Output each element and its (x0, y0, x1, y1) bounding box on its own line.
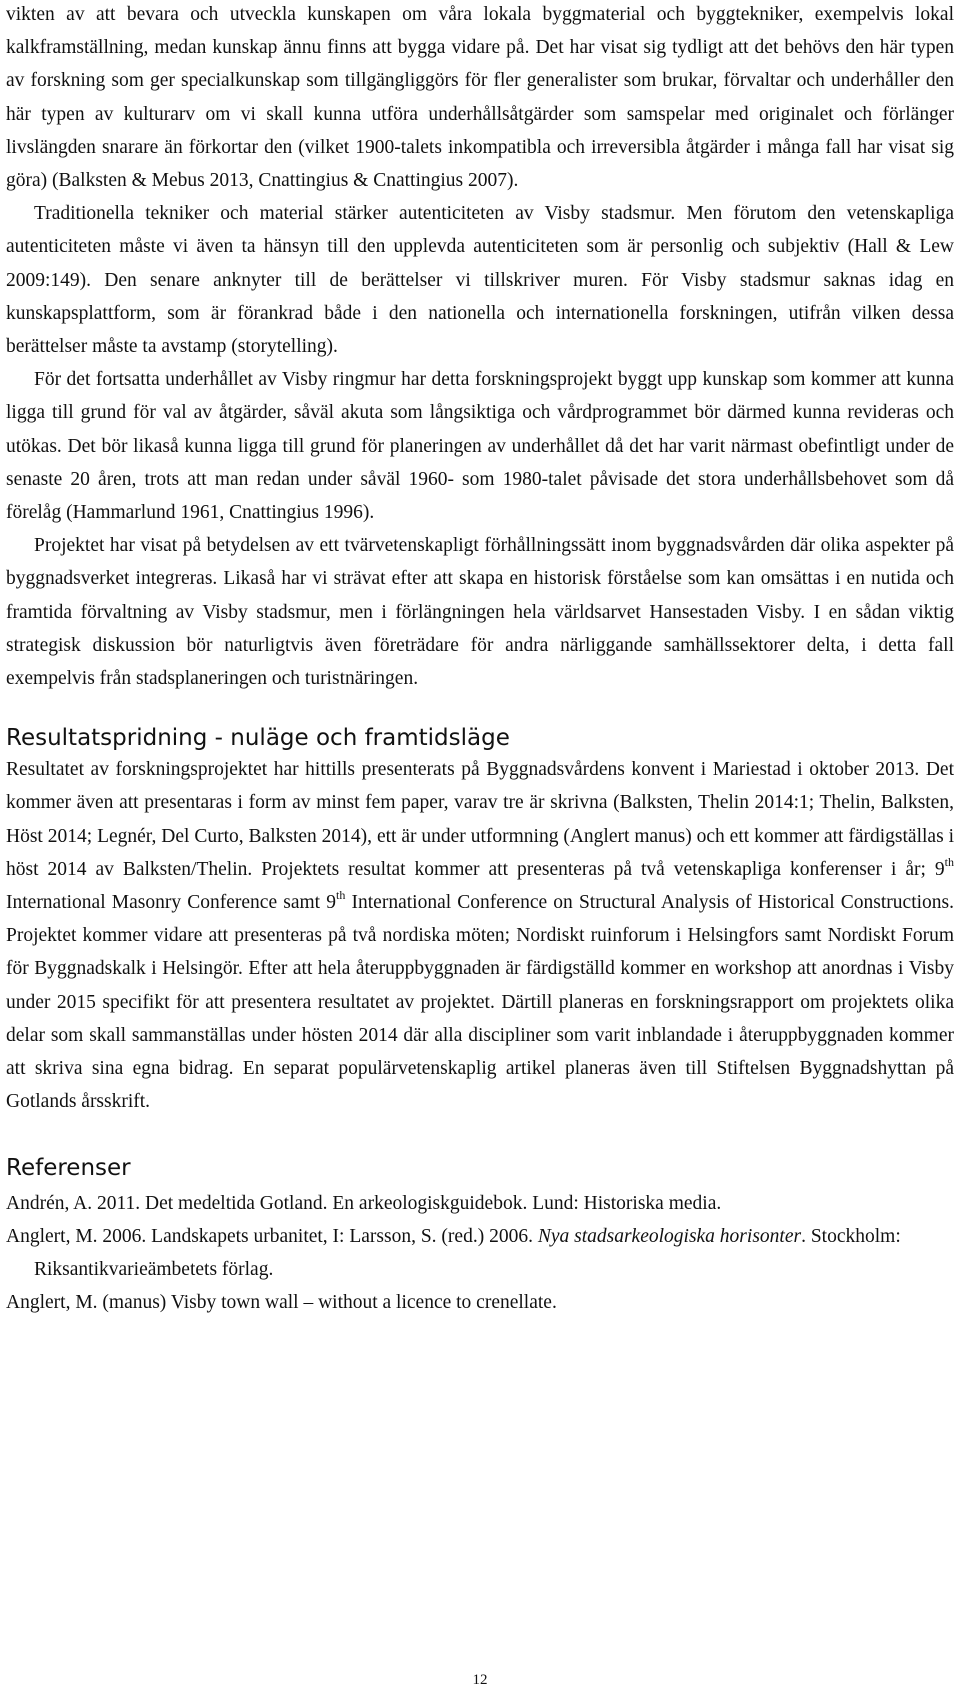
page-number: 12 (472, 1672, 488, 1688)
paragraph-interdisciplinary: Projektet har visat på betydelsen av ett tvärvetenskapligt förhållningssätt inom byggnadsvården där olika aspekter på byggnadsverket integreras. Likaså har vi strävat efter att skapa en historisk förståelse som kan omsättas i en nutida och framtida förvaltning av Visby stadsmur, men i förlängningen hela världsarvet Hansestaden Visby. I en sådan viktig strategisk diskussion bör naturligtvis även företrädare för andra närliggande samhällssektorer delta, i detta fall exempelvis från stadsplaneringen och turistnäringen. (6, 535, 954, 690)
paragraph-authenticity: Traditionella tekniker och material stärker autenticiteten av Visby stadsmur. Men förutom den vetenskapliga autenticiteten måste vi även ta hänsyn till den upplevda autenticiteten som är personlig och subjektiv (Hall & Lew 2009:149). Den senare anknyter till de berättelser vi tillskriver muren. För Visby stadsmur saknas idag en kunskapsplattform, som är förankrad både i den nationella och internationella forskningen, utifrån vilken dessa berättelser måste ta avstamp (storytelling). (6, 203, 954, 358)
results-text-3: International Conference on Structural Analysis of Historical Constructions. Projektet kommer vidare att presenteras på två nordiska möten; Nordiskt ruinforum i Helsingfors samt Nordiskt Forum för Byggnadskalk i Helsingör. Efter att hela återuppbyggnaden är färdigställd kommer en workshop att anordnas i Visby under 2015 specifikt för att presentera resultatet av projektet. Därtill planeras en forskningsrapport om projektets olika delar som skall sammanställas under hösten 2014 där alla discipliner som varit inblandade i återuppbyggnaden kommer att skriva sina egna bidrag. En separat populärvetenskaplig artikel planeras även till Stiftelsen Byggnadshyttan på Gotlands årsskrift. (6, 892, 954, 1113)
paragraph-results (6, 753, 954, 1118)
reference-andren-2011: Andrén, A. 2011. Det medeltida Gotland. En arkeologiskguidebok. Lund: Historiska media. (6, 1192, 722, 1214)
reference-anglert-2006 (6, 1220, 954, 1286)
superscript-th-1: th (944, 854, 954, 869)
section-heading-results: Resultatspridning - nuläge och framtidsläge (6, 725, 510, 752)
results-text-2: International Masonry Conference samt 9 (6, 892, 337, 914)
results-text-1: Resultatet av forskningsprojektet har hittills presenterats på Byggnadsvårdens konvent i Mariestad i oktober 2013. Det kommer även att presentaras i form av minst fem paper, varav tre är skrivna (Balksten, Thelin 2014:1; Thelin, Balksten, Höst 2014; Legnér, Del Curto, Balksten 2014), ett är under utformning (Anglert manus) och ett kommer att färdigställas i höst 2014 av Balksten/Thelin. Projektets resultat kommer att presenteras på två vetenskapliga konferenser i år; 9 (6, 759, 954, 880)
paragraph-knowledge: vikten av att bevara och utveckla kunskapen om våra lokala byggmaterial och byggtekniker, exempelvis lokal kalkframställning, medan kunskap ännu finns att bygga vidare på. Det har visat sig tydligt att det behövs den här typen av forskning som ger specialkunskap som tillgängliggörs för fler generalister som brukar, förvaltar och underhåller den här typen av kulturarv om vi skall kunna utföra underhållsåtgärder som samspelar med originalet och förlänger livslängden snarare än förkortar den (vilket 1900-talets inkompatibla och irreversibla åtgärder i många fall har visat sig göra) (Balksten & Mebus 2013, Cnattingius & Cnattingius 2007). (6, 4, 954, 192)
reference-anglert-2006-title: Nya stadsarkeologiska horisonter (537, 1225, 802, 1247)
section-heading-references: Referenser (6, 1154, 131, 1181)
reference-anglert-2006-publisher: . Stockholm: Riksantikvarieämbetets förlag. (34, 1225, 901, 1280)
reference-anglert-2006-text: Anglert, M. 2006. Landskapets urbanitet, I: Larsson, S. (red.) 2006. (6, 1225, 538, 1247)
paragraph-maintenance: För det fortsatta underhållet av Visby ringmur har detta forskningsprojekt byggt upp kunskap som kommer att kunna ligga till grund för val av åtgärder, såväl akuta som långsiktiga och vårdprogrammet bör därmed kunna revideras och utökas. Det bör likaså kunna ligga till grund för planeringen av underhållet då det har varit närmast obefintligt under de senaste 20 åren, trots att man redan under såväl 1960- som 1980-talet påvisade det stora underhållsbehovet som då förelåg (Hammarlund 1961, Cnattingius 1996). (6, 369, 954, 524)
superscript-th-2: th (336, 888, 346, 903)
reference-anglert-manus: Anglert, M. (manus) Visby town wall – without a licence to crenellate. (6, 1291, 557, 1313)
